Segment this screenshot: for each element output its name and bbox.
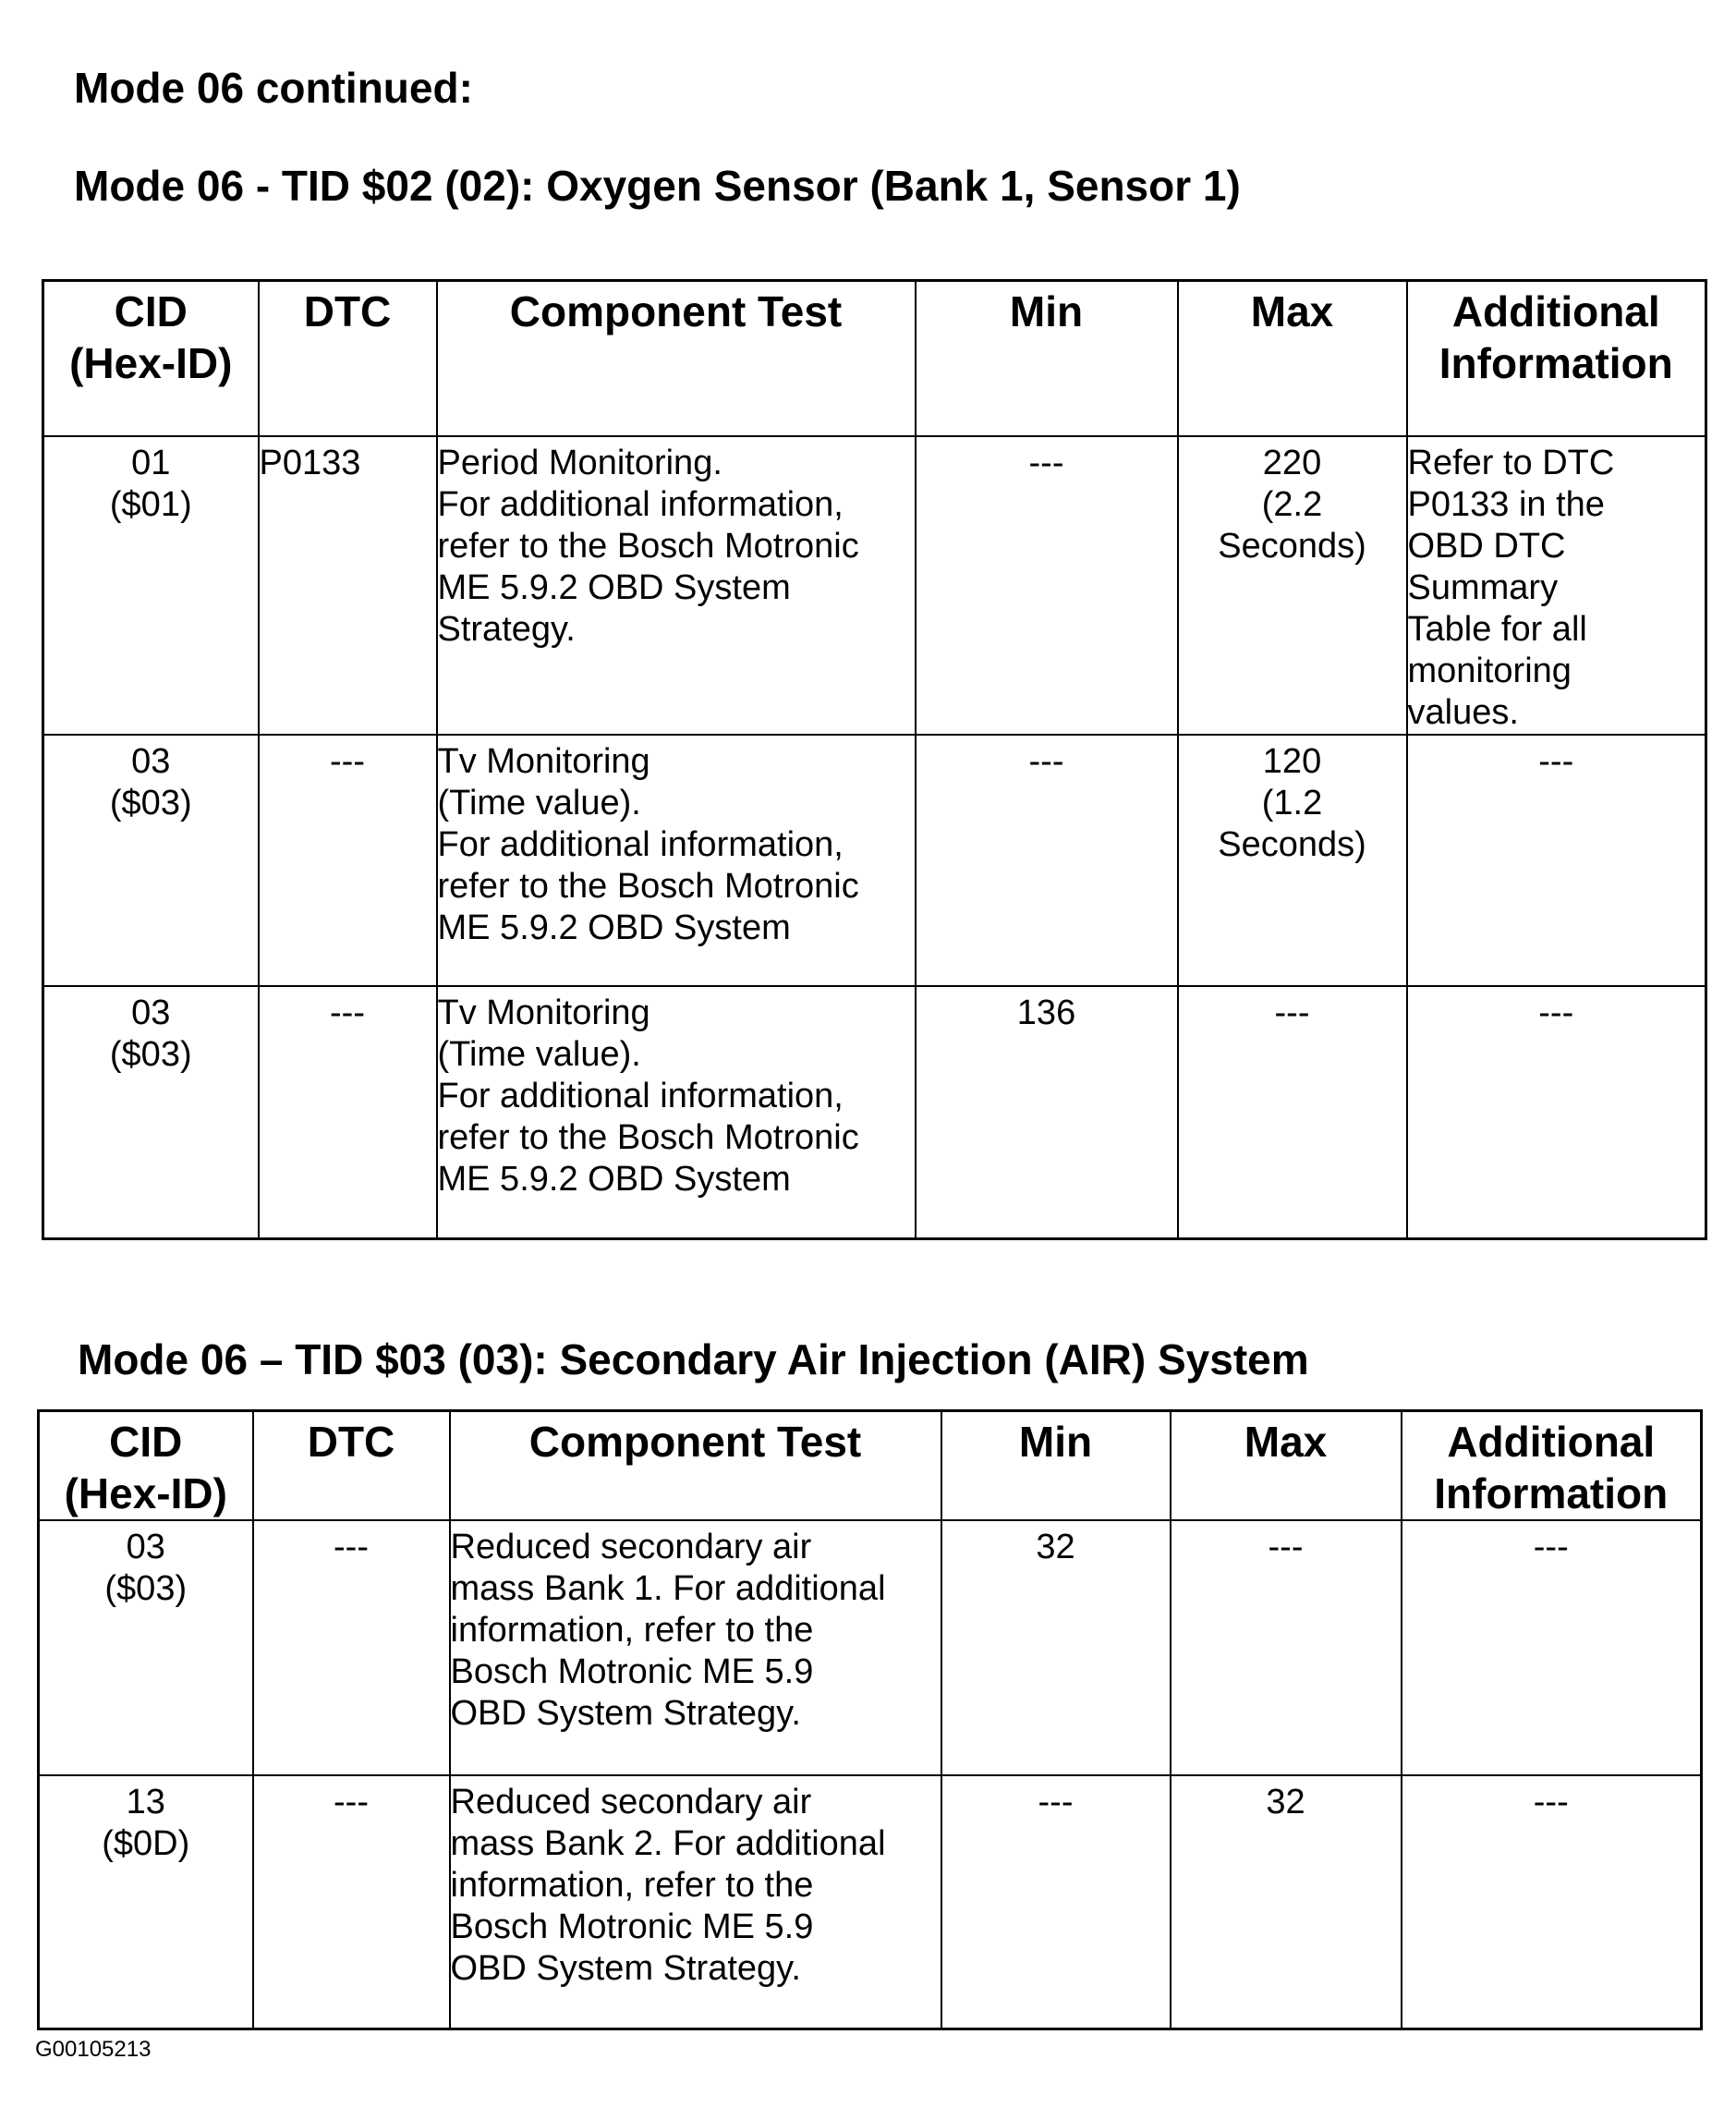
cell-min: 32	[941, 1520, 1171, 1775]
cell-min: ---	[916, 735, 1178, 986]
table-header-row	[43, 281, 1706, 436]
header-min: Min	[916, 281, 1178, 436]
cell-dtc: ---	[253, 1775, 450, 2029]
cell-additional-information: ---	[1407, 735, 1706, 986]
cell-dtc: ---	[259, 735, 437, 986]
cell-component-test: Reduced secondary air mass Bank 1. For additional information, refer to the Bosch Motronic ME 5.9 OBD System Strategy.	[450, 1520, 941, 1775]
header-dtc: DTC	[253, 1411, 450, 1521]
table-row	[43, 436, 1706, 735]
table-row	[43, 986, 1706, 1239]
header-component-test: Component Test	[450, 1411, 941, 1521]
cell-additional-information: ---	[1402, 1775, 1702, 2029]
cell-dtc: P0133	[259, 436, 437, 735]
cell-dtc: ---	[253, 1520, 450, 1775]
header-cid: CID (Hex-ID)	[39, 1411, 253, 1521]
header-cid: CID (Hex-ID)	[43, 281, 259, 436]
header-dtc: DTC	[259, 281, 437, 436]
cell-max: 120 (1.2 Seconds)	[1178, 735, 1407, 986]
table-row	[39, 1775, 1702, 2029]
header-additional-information: Additional Information	[1407, 281, 1706, 436]
secondary-air-injection-table	[37, 1409, 1703, 2030]
cell-additional-information: ---	[1402, 1520, 1702, 1775]
header-min: Min	[941, 1411, 1171, 1521]
cell-cid: 03 ($03)	[43, 986, 259, 1239]
table-row	[39, 1520, 1702, 1775]
header-max: Max	[1171, 1411, 1402, 1521]
cell-cid: 01 ($01)	[43, 436, 259, 735]
cell-component-test: Period Monitoring. For additional information, refer to the Bosch Motronic ME 5.9.2 OBD System Strategy.	[437, 436, 916, 735]
cell-cid: 03 ($03)	[43, 735, 259, 986]
page-heading: Mode 06 continued:	[74, 64, 473, 112]
cell-max: ---	[1171, 1520, 1402, 1775]
table-row	[43, 735, 1706, 986]
oxygen-sensor-table	[42, 279, 1707, 1240]
cell-min: ---	[941, 1775, 1171, 2029]
cell-additional-information: ---	[1407, 986, 1706, 1239]
table2-title: Mode 06 – TID $03 (03): Secondary Air Injection (AIR) System	[78, 1335, 1309, 1383]
table1-title: Mode 06 - TID $02 (02): Oxygen Sensor (Bank 1, Sensor 1)	[74, 162, 1241, 210]
cell-cid: 13 ($0D)	[39, 1775, 253, 2029]
cell-max: ---	[1178, 986, 1407, 1239]
header-additional-information: Additional Information	[1402, 1411, 1702, 1521]
cell-max: 220 (2.2 Seconds)	[1178, 436, 1407, 735]
cell-dtc: ---	[259, 986, 437, 1239]
cell-component-test: Tv Monitoring (Time value). For additional information, refer to the Bosch Motronic ME 5.9.2 OBD System	[437, 986, 916, 1239]
figure-id: G00105213	[35, 2037, 152, 2062]
cell-component-test: Reduced secondary air mass Bank 2. For additional information, refer to the Bosch Motronic ME 5.9 OBD System Strategy.	[450, 1775, 941, 2029]
cell-min: ---	[916, 436, 1178, 735]
cell-cid: 03 ($03)	[39, 1520, 253, 1775]
cell-min: 136	[916, 986, 1178, 1239]
header-component-test: Component Test	[437, 281, 916, 436]
cell-additional-information: Refer to DTC P0133 in the OBD DTC Summary Table for all monitoring values.	[1407, 436, 1706, 735]
cell-component-test: Tv Monitoring (Time value). For additional information, refer to the Bosch Motronic ME 5.9.2 OBD System	[437, 735, 916, 986]
header-max: Max	[1178, 281, 1407, 436]
table-header-row	[39, 1411, 1702, 1521]
cell-max: 32	[1171, 1775, 1402, 2029]
